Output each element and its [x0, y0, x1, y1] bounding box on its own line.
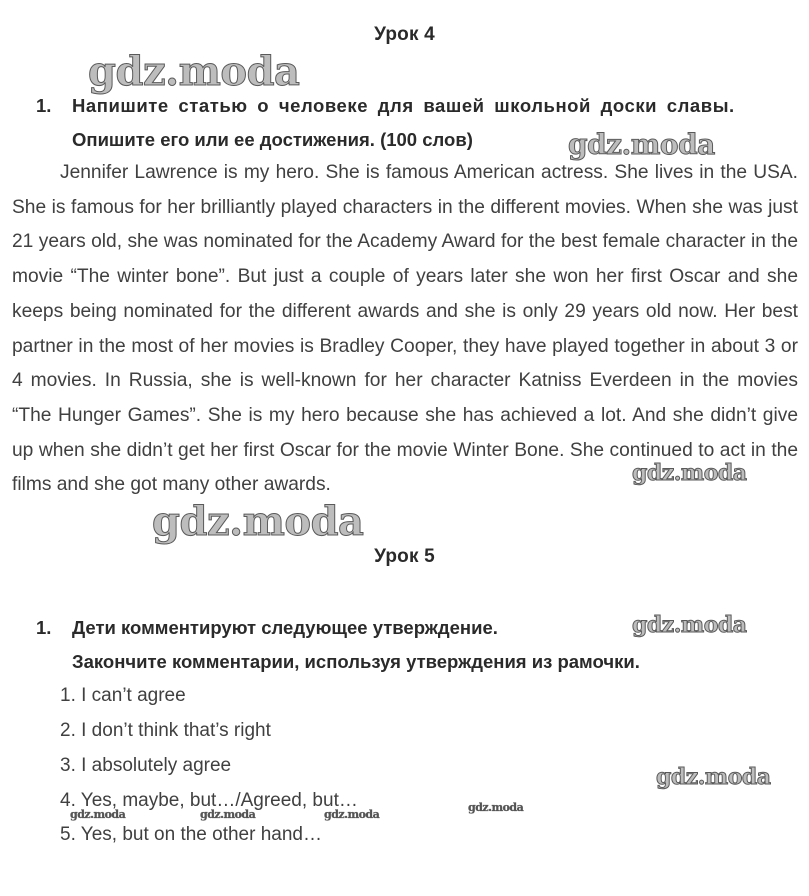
- watermark: gdz.moda: [568, 128, 715, 161]
- task-instruction-line1: Дети комментируют следующее утверждение.: [72, 617, 498, 638]
- watermark: gdz.moda: [632, 460, 747, 486]
- watermark: gdz.moda: [152, 498, 364, 545]
- task-number: 1.: [36, 95, 52, 116]
- watermark: gdz.moda: [88, 48, 300, 95]
- list-item: 5. Yes, but on the other hand…: [60, 824, 322, 845]
- watermark: gdz.moda: [70, 808, 126, 821]
- watermark: gdz.moda: [200, 808, 256, 821]
- essay-text: Jennifer Lawrence is my hero. She is famous American actress. She lives in the USA. She is famous for her brilliantly played characters in the different movies. When she was just 21 years old, she was nominated for the Academy Award for the best female character in the movie “The winter bone”. But just a couple of years later she won her first Oscar and she keeps being nominated for the different awards and she is only 29 years old now. Her best partner in the most of her movies is Bradley Cooper, they have played together in about 3 or 4 movies. In Russia, she is well-known for her character Katniss Everdeen in the movies “The Hunger Games”. She is my hero because she has achieved a lot. And she didn’t give up when she didn’t get her first Oscar for the movie Winter Bone. She continued to act in the films and she got many other awards.: [12, 162, 798, 496]
- task-instruction-line2: Опишите его или ее достижения. (100 слов): [72, 129, 473, 150]
- lesson-4-title: Урок 4: [374, 24, 435, 45]
- watermark: gdz.moda: [468, 801, 524, 814]
- watermark: gdz.moda: [632, 612, 747, 638]
- list-item: 4. Yes, maybe, but…/Agreed, but…: [60, 790, 358, 811]
- task-instruction-line1: Напишите статью о человеке для вашей школьной доски славы.: [72, 95, 735, 116]
- task-instruction-line2: Закончите комментарии, используя утверждения из рамочки.: [72, 651, 640, 672]
- task-number: 1.: [36, 617, 52, 638]
- watermark: gdz.moda: [324, 808, 380, 821]
- lesson-5-title: Урок 5: [374, 546, 435, 567]
- watermark: gdz.moda: [656, 764, 771, 790]
- list-item: 3. I absolutely agree: [60, 755, 232, 776]
- list-item: 2. I don’t think that’s right: [60, 720, 271, 741]
- list-item: 1. I can’t agree: [60, 685, 186, 706]
